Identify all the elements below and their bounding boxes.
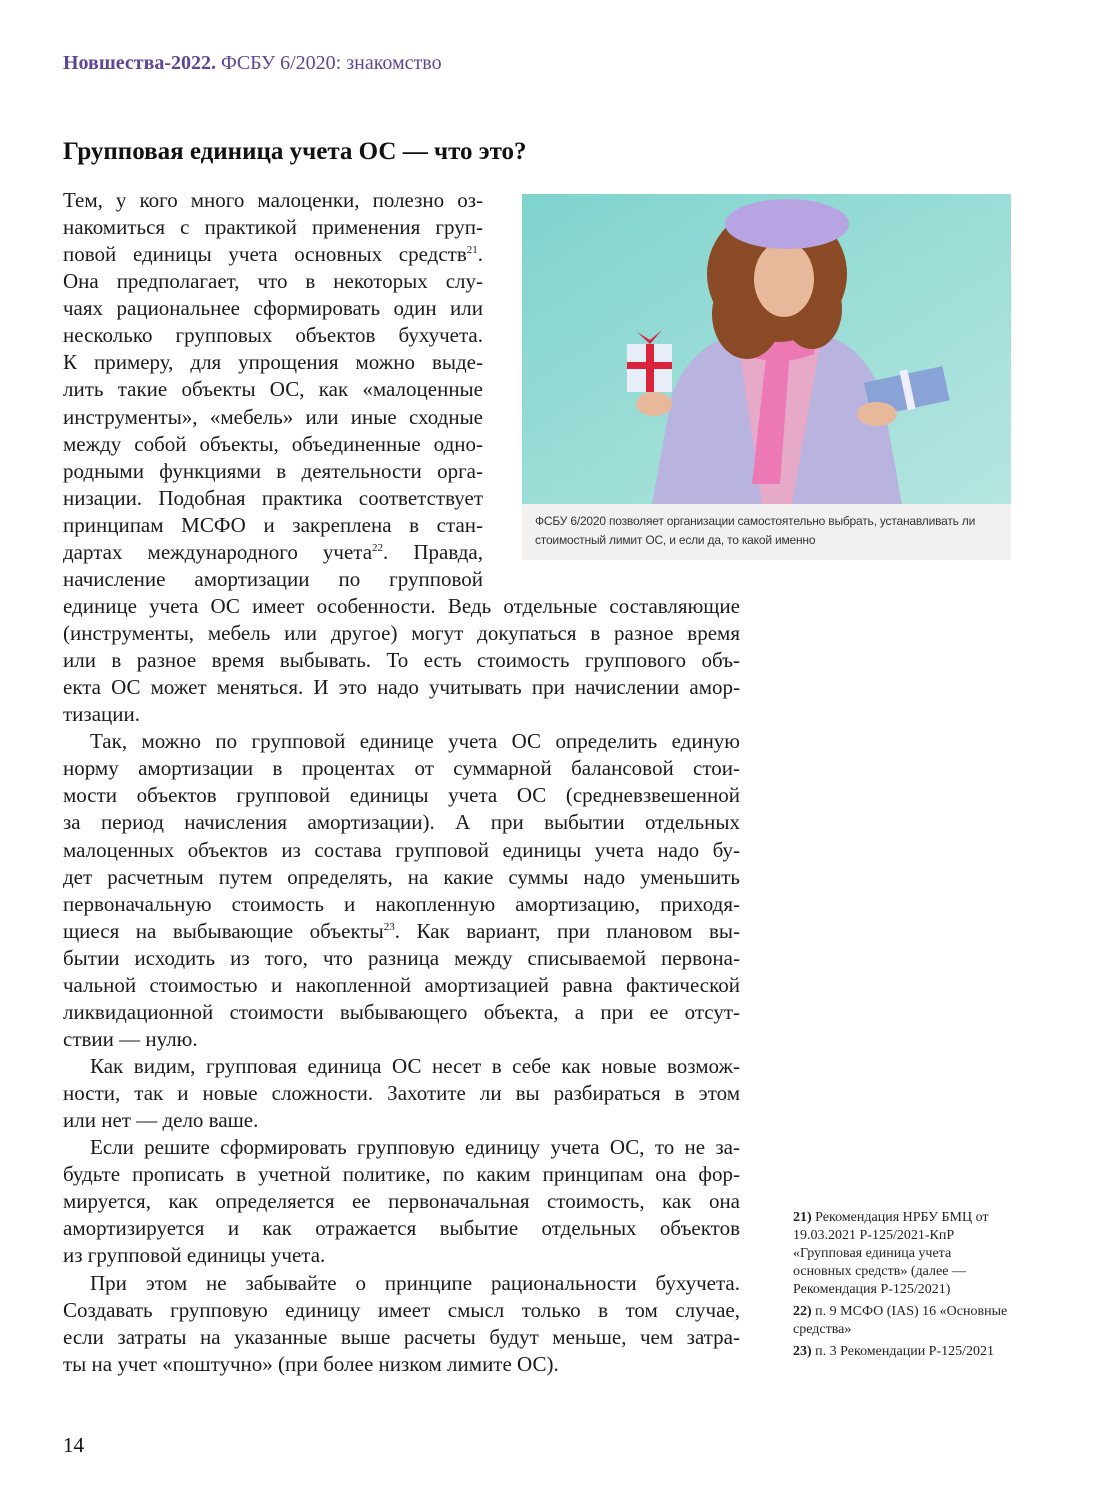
text-line <box>63 322 483 349</box>
line-text: ствии — нулю. <box>63 1026 198 1051</box>
text-line <box>63 1188 740 1215</box>
text-line <box>63 674 740 701</box>
paragraph <box>63 1053 740 1134</box>
line-text: принципам МСФО и закреплена в стан- <box>63 512 483 537</box>
text-line <box>63 864 740 891</box>
footnote-text: п. 9 МСФО (IAS) 16 «Основные средства» <box>793 1304 1008 1337</box>
text-line <box>63 295 483 322</box>
text-line <box>63 945 740 972</box>
footnotes <box>793 1209 1013 1365</box>
text-line <box>63 1270 740 1297</box>
line-text: накомиться с практикой применения груп- <box>63 215 483 240</box>
text-line <box>63 1161 740 1188</box>
page-number: 14 <box>63 1433 84 1457</box>
header-topic: ФСБУ 6/2020: знакомство <box>216 52 442 74</box>
line-text: . Правда, <box>383 539 484 564</box>
text-line <box>63 1351 740 1378</box>
text-line <box>63 701 740 728</box>
line-text: Если решите сформировать групповую единицу учета ОС, то не за- <box>90 1135 740 1160</box>
line-text: К примеру, для упрощения можно выде- <box>63 350 483 375</box>
paragraph <box>63 187 740 728</box>
line-text: ты на учет «поштучно» (при более низком лимите ОС). <box>63 1351 559 1376</box>
text-line <box>63 431 483 458</box>
footnote-ref: 21 <box>466 244 478 257</box>
text-line <box>63 918 740 945</box>
text-line <box>63 376 483 403</box>
text-line <box>63 241 483 268</box>
paragraph <box>63 1134 740 1269</box>
line-text: амортизируется и как отражается выбытие отдельных объектов <box>63 1216 740 1241</box>
line-text: повой единицы учета основных средств <box>63 242 467 267</box>
line-text: инструменты», «мебель» или иные сходные <box>63 404 483 429</box>
line-text: или в разное время выбывать. То есть стоимость группового объ- <box>63 648 740 673</box>
line-text: родными функциями в деятельности орга- <box>63 458 483 483</box>
text-line <box>63 404 483 431</box>
text-line <box>63 1134 740 1161</box>
text-line <box>63 485 483 512</box>
line-text: начисление амортизации по групповой <box>63 566 483 591</box>
line-text: . <box>477 242 483 267</box>
line-text: тизации. <box>63 702 140 727</box>
footnote-ref: 23 <box>383 920 395 933</box>
line-text: лить такие объекты ОС, как «малоценные <box>63 377 483 402</box>
text-line <box>63 647 740 674</box>
line-text: чаях рациональнее сформировать один или <box>63 296 483 321</box>
text-line <box>63 809 740 836</box>
line-text: мости объектов групповой единицы учета ОС (средневзвешенной <box>63 783 740 808</box>
line-text: будьте прописать в учетной политике, по каким принципам она фор- <box>63 1162 740 1187</box>
text-line <box>63 512 483 539</box>
line-text: дартах международного учета <box>63 539 373 564</box>
text-line <box>63 755 740 782</box>
footnote-ref: 22 <box>372 541 384 554</box>
text-line <box>63 349 483 376</box>
line-text: бытии исходить из того, что разница между списываемой первона- <box>63 945 740 970</box>
line-text: за период начисления амортизации). А при выбытии отдельных <box>63 810 740 835</box>
footnote <box>793 1343 1013 1361</box>
line-text: щиеся на выбывающие объекты <box>63 918 384 943</box>
paragraph <box>63 1270 740 1378</box>
section-title: Групповая единица учета ОС — что это? <box>63 138 527 165</box>
line-text: чальной стоимостью и накопленной амортизацией равна фактической <box>63 972 740 997</box>
text-line <box>63 728 740 755</box>
footnote-text: Рекомендация НРБУ БМЦ от 19.03.2021 Р-125/2021-КпР «Групповая единица учета основных средств» (далее — Рекомендация Р-125/2021) <box>793 1210 989 1297</box>
text-line <box>63 539 483 566</box>
line-text: первоначальную стоимость и накопленную амортизацию, приходя- <box>63 891 740 916</box>
text-line <box>63 837 740 864</box>
line-text: ности, так и новые сложности. Захотите ли вы разбираться в этом <box>63 1081 740 1106</box>
line-text: Она предполагает, что в некоторых слу- <box>63 269 483 294</box>
text-line <box>63 1297 740 1324</box>
text-line <box>63 1324 740 1351</box>
line-text: ликвидационной стоимости выбывающего объекта, а при ее отсут- <box>63 999 740 1024</box>
text-line <box>63 1053 740 1080</box>
line-text: Создавать групповую единицу имеет смысл только в том случае, <box>63 1297 740 1322</box>
text-line <box>63 891 740 918</box>
text-line <box>63 268 483 295</box>
text-line <box>63 593 740 620</box>
paragraph <box>63 728 740 1053</box>
footnote-number: 22) <box>793 1304 812 1319</box>
line-text: между собой объекты, объединенные одно- <box>63 431 483 456</box>
text-line <box>63 999 740 1026</box>
line-text: низации. Подобная практика соответствует <box>63 485 483 510</box>
footnote-number: 21) <box>793 1210 812 1225</box>
line-text: Тем, у кого много малоценки, полезно оз- <box>63 188 483 212</box>
line-text: единице учета ОС имеет особенности. Ведь отдельные составляющие <box>63 593 740 618</box>
footnote <box>793 1209 1013 1299</box>
line-text: Как видим, групповая единица ОС несет в себе как новые возмож- <box>90 1054 740 1078</box>
text-line <box>63 1215 740 1242</box>
figure-caption: ФСБУ 6/2020 позволяет организации самостоятельно выбрать, устанавливать ли стоимостный лимит ОС, и если да, то какой именно <box>535 514 976 547</box>
line-text: или нет — дело ваше. <box>63 1108 259 1133</box>
article-body <box>63 187 740 1378</box>
line-text: мируется, как определяется ее первоначальная стоимость, как она <box>63 1189 740 1214</box>
line-text: Так, можно по групповой единице учета ОС определить единую <box>90 729 740 754</box>
text-line <box>63 1080 740 1107</box>
line-text: из групповой единицы учета. <box>63 1243 326 1268</box>
line-text: несколько групповых объектов бухучета. <box>63 323 483 348</box>
header-section: Новшества-2022. <box>63 52 217 74</box>
footnote-number: 23) <box>793 1344 812 1359</box>
footnote <box>793 1303 1013 1339</box>
text-line <box>63 566 483 593</box>
text-line <box>63 1107 740 1134</box>
footnote-text: п. 3 Рекомендации Р-125/2021 <box>811 1344 995 1359</box>
text-line <box>63 620 740 647</box>
text-line <box>63 458 483 485</box>
line-text: (инструменты, мебель или другое) могут докупаться в разное время <box>63 621 740 645</box>
line-text: дет расчетным путем определять, на какие суммы надо уменьшить <box>63 864 740 889</box>
text-line <box>63 187 483 214</box>
running-header <box>63 52 442 75</box>
line-text: . Как вариант, при плановом вы- <box>394 918 740 943</box>
text-line <box>63 1026 740 1053</box>
text-line <box>63 782 740 809</box>
line-text: При этом не забывайте о принципе рациональности бухучета. <box>90 1270 740 1295</box>
line-text: екта ОС может меняться. И это надо учитывать при начислении амор- <box>63 675 740 700</box>
text-line <box>63 1242 740 1269</box>
line-text: норму амортизации в процентах от суммарной балансовой стои- <box>63 756 740 781</box>
text-line <box>63 972 740 999</box>
line-text: малоценных объектов из состава групповой единицы учета надо бу- <box>63 837 740 862</box>
text-line <box>63 214 483 241</box>
line-text: если затраты на указанные выше расчеты будут меньше, чем затра- <box>63 1324 740 1349</box>
